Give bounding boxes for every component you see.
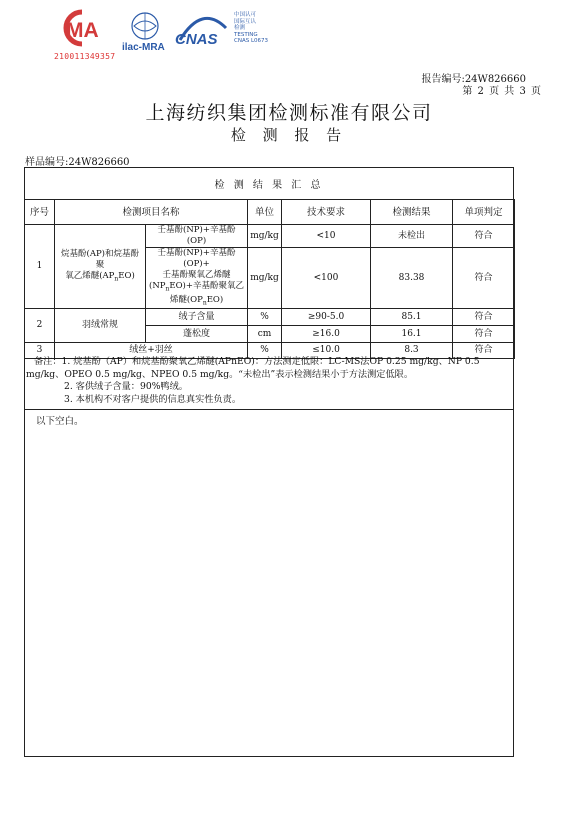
item-result: 8.3 <box>371 343 453 359</box>
item-requirement: <100 <box>282 248 371 309</box>
summary-title: 检 测 结 果 汇 总 <box>214 180 324 191</box>
row-group-name: 羽绒常规 <box>55 309 146 343</box>
row-no: 2 <box>25 309 55 343</box>
company-name: 上海纺织集团检测标准有限公司 <box>145 102 433 124</box>
ilac-label: ilac-MRA <box>122 42 165 52</box>
item-unit: mg/kg <box>248 225 282 248</box>
col-header-requirement: 技术要求 <box>282 200 371 225</box>
item-judgement: 符合 <box>453 248 515 309</box>
cma-logo-icon <box>52 8 116 48</box>
col-header-item: 检测项目名称 <box>55 200 248 225</box>
blank-below-note: 以下空白。 <box>36 416 84 427</box>
table-row <box>25 309 515 326</box>
item-unit: mg/kg <box>248 248 282 309</box>
row-no: 3 <box>25 343 55 359</box>
report-number: 报告编号:24W826660 <box>421 74 526 85</box>
item-judgement: 符合 <box>453 326 515 343</box>
ma-label: MA <box>66 19 99 42</box>
table-header-row <box>25 200 515 225</box>
item-unit: % <box>248 309 282 326</box>
item-result: 16.1 <box>371 326 453 343</box>
col-header-unit: 单位 <box>248 200 282 225</box>
item-result: 85.1 <box>371 309 453 326</box>
cma-number: 210011349357 <box>54 52 116 61</box>
item-requirement: ≥90-5.0 <box>282 309 371 326</box>
ilac-mra-logo-icon <box>120 8 170 52</box>
divider <box>24 409 514 410</box>
remarks <box>26 356 512 406</box>
document-title: 检 测 报 告 <box>230 126 348 144</box>
item-requirement: <10 <box>282 225 371 248</box>
item-unit: % <box>248 343 282 359</box>
item-judgement: 符合 <box>453 225 515 248</box>
cnas-label: CNAS <box>175 31 218 48</box>
remark-line: 2. 客供绒子含量：90%鸭绒。 <box>64 381 188 393</box>
cnas-caption: 中国认可 国际互认 检测 TESTING CNAS L0673 <box>234 12 269 45</box>
item-name: 壬基酚(NP)+辛基酚(OP) <box>146 225 248 248</box>
col-header-judgement: 单项判定 <box>453 200 515 225</box>
sample-number: 样品编号:24W826660 <box>25 157 130 168</box>
item-requirement: ≥16.0 <box>282 326 371 343</box>
item-name: 蓬松度 <box>146 326 248 343</box>
page-indicator: 第 2 页 共 3 页 <box>462 86 542 97</box>
row-no: 1 <box>25 225 55 309</box>
row-group-name: 烷基酚(AP)和烷基酚聚 氧乙烯醚$(AP_nEO)$ <box>55 225 146 309</box>
item-result: 未检出 <box>371 225 453 248</box>
col-header-result: 检测结果 <box>371 200 453 225</box>
item-judgement: 符合 <box>453 309 515 326</box>
results-table <box>24 199 515 359</box>
item-result: 83.38 <box>371 248 453 309</box>
col-header-no: 序号 <box>25 200 55 225</box>
remark-line: mg/kg、OPEO 0.5 mg/kg、NPEO 0.5 mg/kg。“未检出”表示检测结果小于方法测定低限。 <box>26 368 414 380</box>
item-requirement: ≤10.0 <box>282 343 371 359</box>
item-judgement: 符合 <box>453 343 515 359</box>
row-group-name: 绒丝+羽丝 <box>55 343 248 359</box>
table-row <box>25 225 515 248</box>
remark-line: 备注：1. 烷基酚（AP）和烷基酚聚氧乙烯醚(APnEO)：方法测定低限：LC-MS法OP 0.25 mg/kg、NP 0.5 <box>34 356 480 367</box>
cnas-logo-icon <box>174 10 230 54</box>
remark-line: 3. 本机构不对客户提供的信息真实性负责。 <box>64 393 242 405</box>
accreditation-logos <box>52 8 282 60</box>
item-unit: cm <box>248 326 282 343</box>
item-name: 绒子含量 <box>146 309 248 326</box>
item-name: 壬基酚(NP)+辛基酚(OP)+ 壬基酚聚氧乙烯醚 $(NP_nEO)+$辛基酚聚氧乙 烯醚$(OP_nEO)$ <box>146 248 248 309</box>
